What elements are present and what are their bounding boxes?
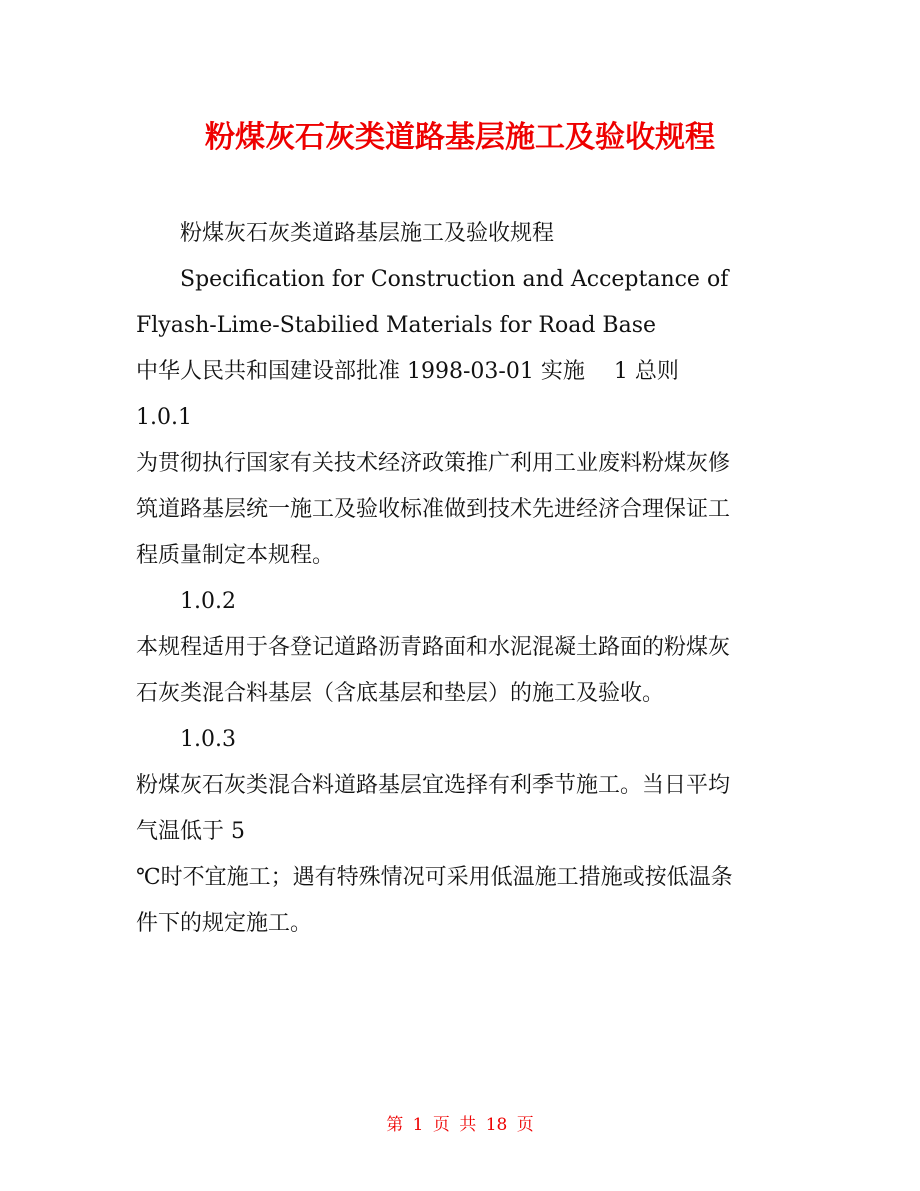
english-title-line-1: Specification for Construction and Acceptance of — [180, 267, 729, 292]
document-body — [136, 211, 786, 947]
page-footer: 第 1 页 共 18 页 — [386, 1115, 534, 1135]
clause-text-line: 石灰类混合料基层（含底基层和垫层）的施工及验收。 — [136, 681, 665, 706]
clause-text-line: 为贯彻执行国家有关技术经济政策推广利用工业废料粉煤灰修 — [136, 451, 731, 476]
clause-number-1-0-1: 1.0.1 — [136, 405, 192, 430]
subtitle-line: 粉煤灰石灰类道路基层施工及验收规程 — [180, 221, 555, 246]
clause-text-line: 本规程适用于各登记道路沥青路面和水泥混凝土路面的粉煤灰 — [136, 635, 731, 660]
approval-line: 中华人民共和国建设部批准 1998-03-01 实施 1 总则 — [136, 359, 679, 384]
clause-text-line: 气温低于 5 — [136, 819, 245, 844]
clause-text-line: 粉煤灰石灰类混合料道路基层宜选择有利季节施工。当日平均 — [136, 773, 731, 798]
clause-text-line: 程质量制定本规程。 — [136, 543, 335, 568]
clause-number-1-0-3: 1.0.3 — [180, 727, 236, 752]
clause-text-line: 件下的规定施工。 — [136, 911, 313, 936]
english-title-line-2: Flyash-Lime-Stabilied Materials for Road Base — [136, 313, 656, 338]
clause-text-line: 筑道路基层统一施工及验收标准做到技术先进经济合理保证工 — [136, 497, 731, 522]
clause-text-line: ℃时不宜施工；遇有特殊情况可采用低温施工措施或按低温条 — [136, 865, 733, 890]
clause-number-1-0-2: 1.0.2 — [180, 589, 236, 614]
document-title: 粉煤灰石灰类道路基层施工及验收规程 — [205, 120, 715, 155]
